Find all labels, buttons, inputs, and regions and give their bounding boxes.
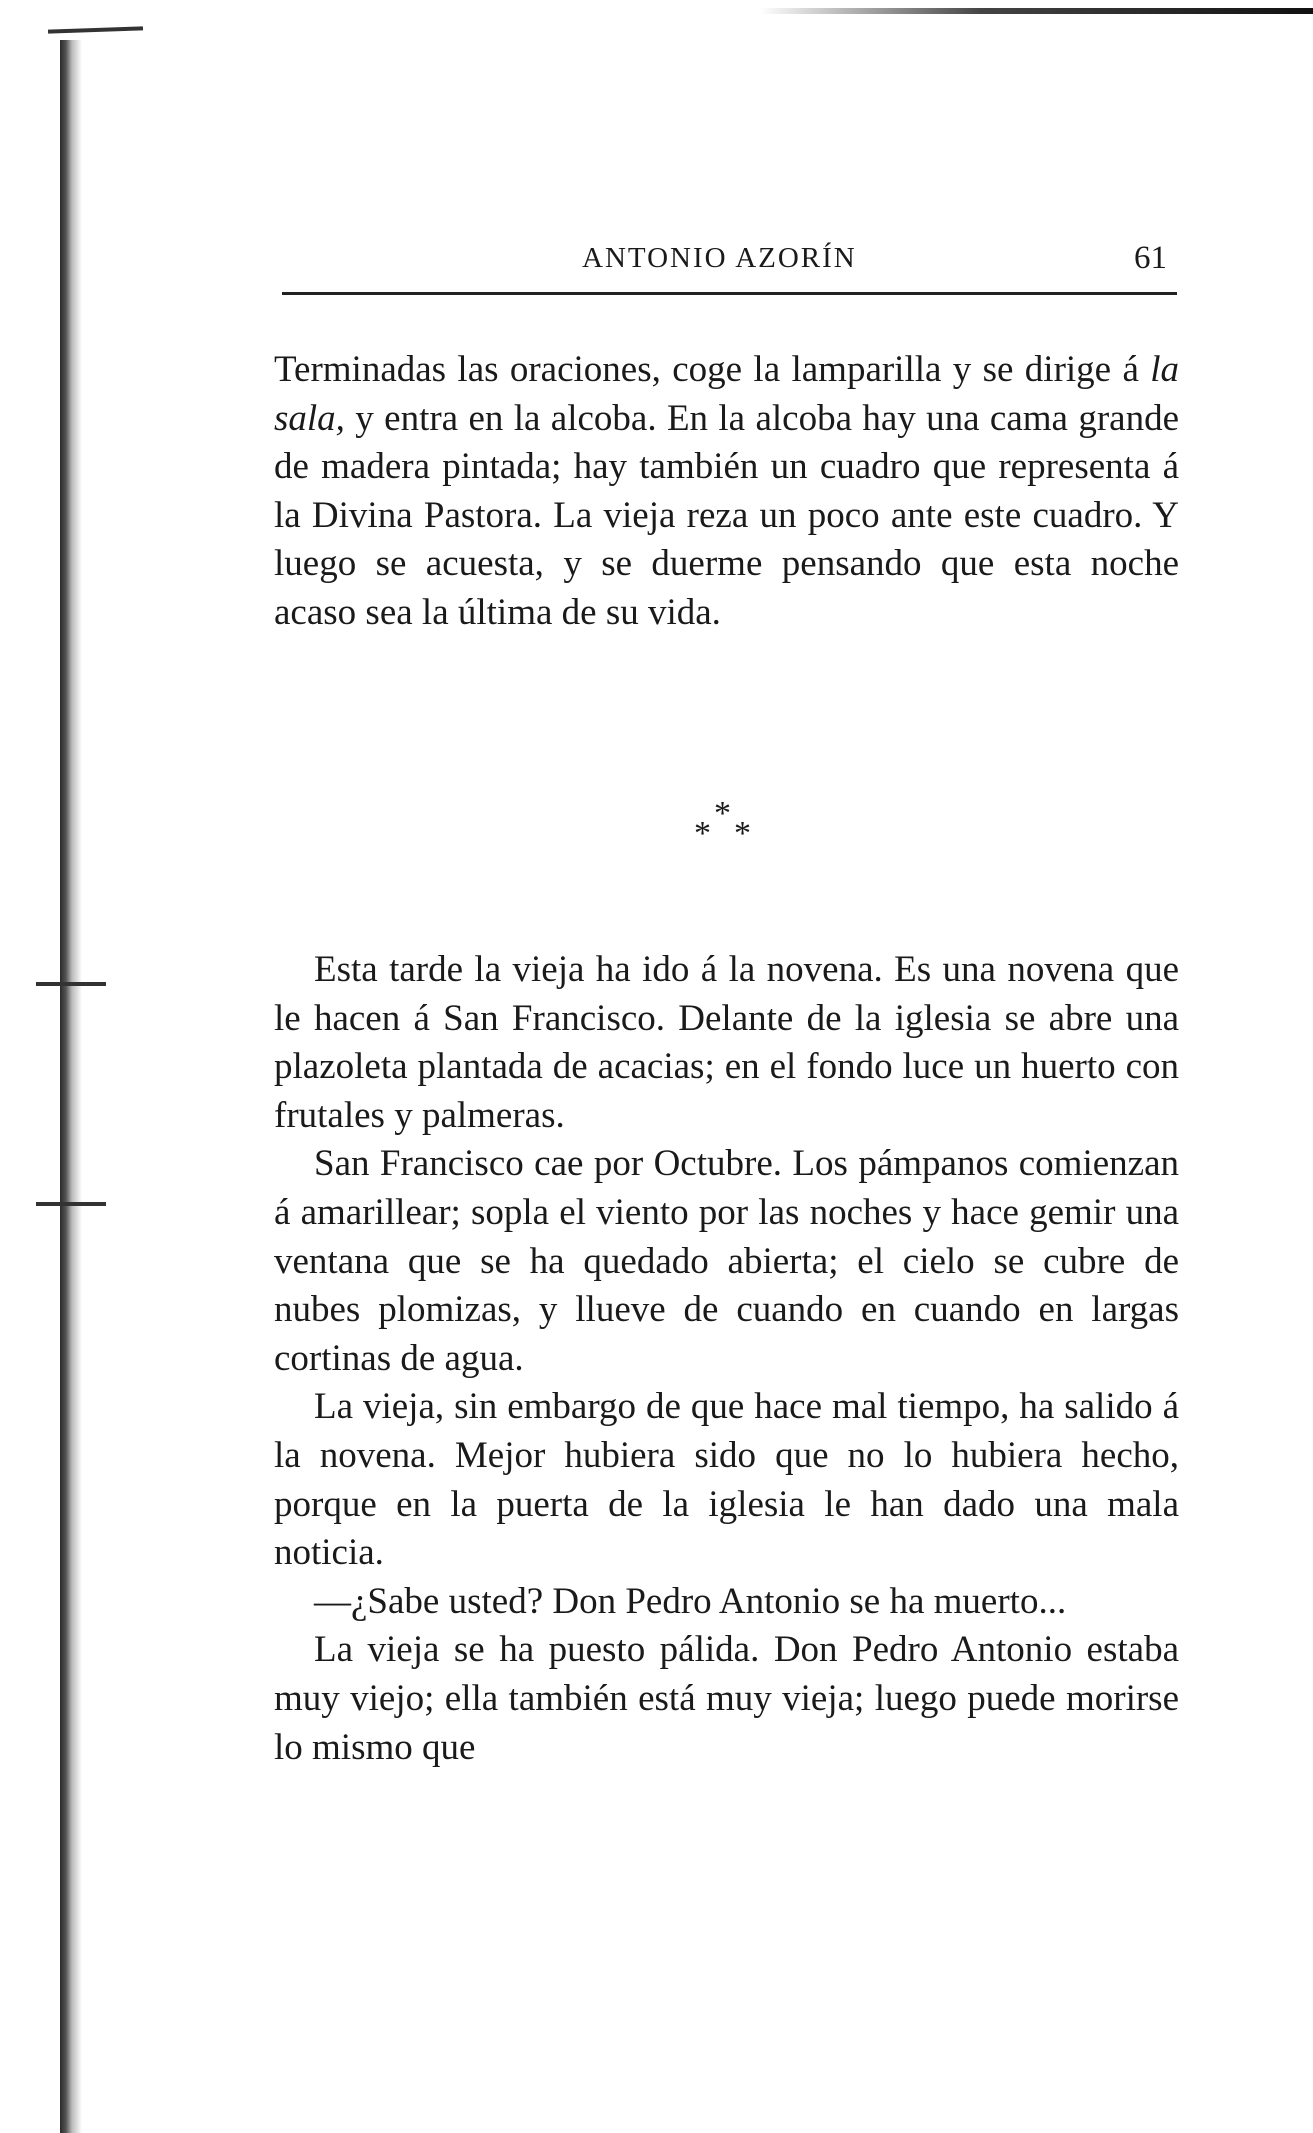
paragraph: La vieja, sin embargo de que hace mal tiempo, ha salido á la novena. Mejor hubiera sido que no lo hubiera hecho, porque en la puerta de la iglesia le han dado una mala noticia. xyxy=(274,1386,1179,1574)
page-header xyxy=(272,240,1177,288)
asterisk: * xyxy=(734,815,751,852)
paragraph-text: y entra en la alcoba. En la alcoba hay una cama grande de madera pintada; hay también un cuadro que representa á la Divina Pastora. La vieja reza un poco ante este cuadro. Y luego se acuesta, y se duerme pensando que esta noche acaso sea la última de su vida. xyxy=(274,397,1179,633)
paragraph-text: Terminadas las oraciones, coge la lamparilla y se dirige á xyxy=(274,349,1151,390)
paragraph xyxy=(274,346,1179,638)
binding-corner xyxy=(48,26,143,33)
header-rule xyxy=(282,292,1177,295)
paragraph: La vieja se ha puesto pálida. Don Pedro Antonio estaba muy viejo; ella también está muy vieja; luego puede morirse lo mismo que xyxy=(274,1629,1179,1768)
dialogue-paragraph: —¿Sabe usted? Don Pedro Antonio se ha muerto... xyxy=(314,1580,1067,1622)
paragraph: San Francisco cae por Octubre. Los pámpanos comienzan á amarillear; sopla el viento por las noches y hace gemir una ventana que se ha quedado abierta; el cielo se cubre de nubes plomizas, y llueve de cuando en cuando en largas cortinas de agua. xyxy=(274,1143,1179,1379)
paragraph: Esta tarde la vieja ha ido á la novena. Es una novena que le hacen á San Francisco. Delante de la iglesia se abre una plazoleta plantada de acacias; en el fondo luce un huerto con frutales y palmeras. xyxy=(274,949,1179,1136)
binding-mark xyxy=(36,1202,106,1206)
text-block-top xyxy=(274,346,1179,638)
binding-edge xyxy=(60,40,82,2133)
scan-edge-streak xyxy=(760,8,1313,14)
section-separator xyxy=(690,795,760,855)
asterisk: * xyxy=(714,795,731,832)
running-head: ANTONIO AZORÍN xyxy=(582,242,857,274)
asterisk: * xyxy=(694,815,711,852)
binding-mark xyxy=(36,982,106,986)
text-block-bottom xyxy=(274,946,1179,1772)
page-number: 61 xyxy=(1134,240,1167,276)
italic-phrase: la sala, xyxy=(274,349,1179,439)
